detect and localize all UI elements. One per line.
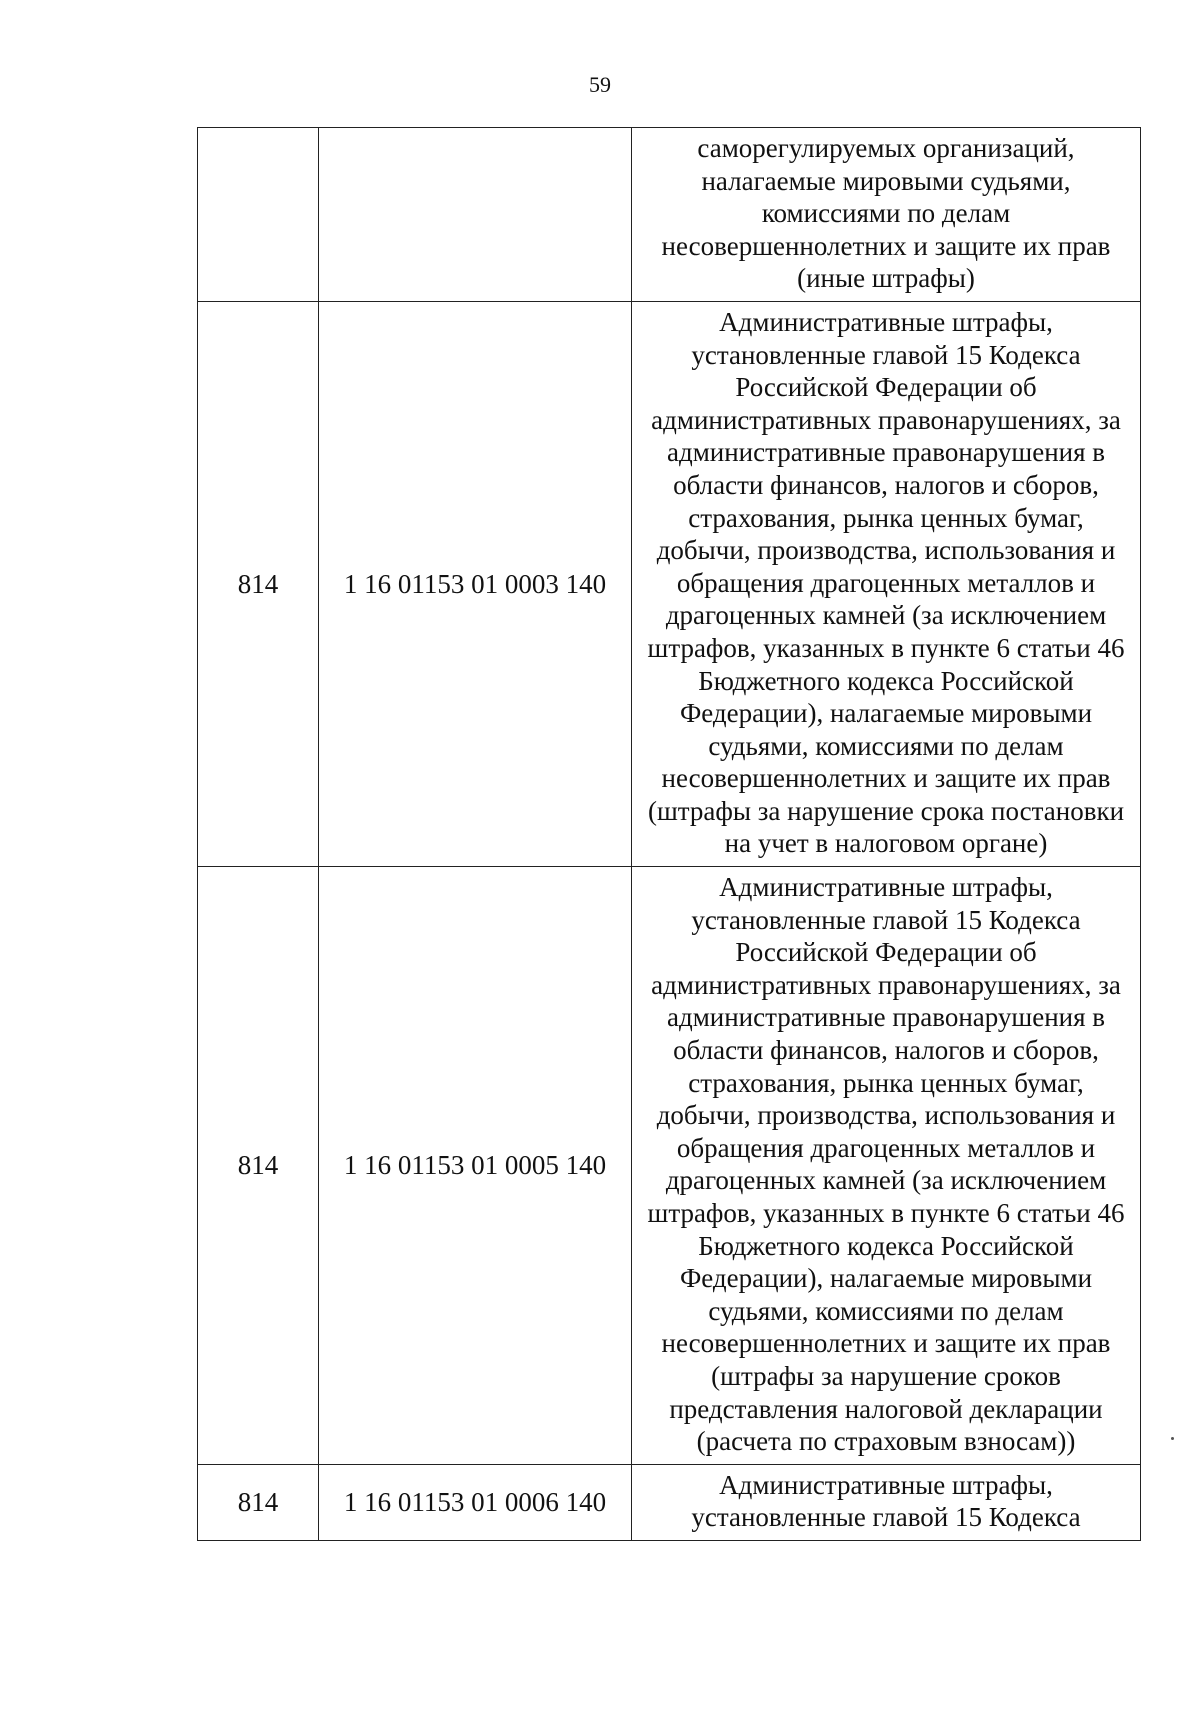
revenue-description-cell — [632, 867, 1141, 1465]
description-line: (штрафы за нарушение срока постановки — [647, 795, 1125, 826]
description-line: саморегулируемых организаций, — [697, 133, 1075, 163]
description-line: добычи, производства, использования и — [656, 1100, 1116, 1131]
table-body — [198, 128, 1141, 1541]
admin-code-cell: 814 — [198, 1464, 319, 1540]
admin-code-cell: 814 — [198, 867, 319, 1465]
table-row — [198, 1464, 1141, 1540]
description-line: административные правонарушения в — [666, 437, 1106, 468]
description-line: несовершеннолетних и защите их прав — [661, 763, 1111, 794]
revenue-description-cell — [632, 301, 1141, 866]
description-line: судьями, комиссиями по делам — [708, 730, 1064, 761]
description-line: страхования, рынка ценных бумаг, — [688, 502, 1084, 533]
description-line: установленные главой 15 Кодекса — [691, 904, 1081, 935]
description-line: административных правонарушениях, за — [651, 404, 1121, 435]
description-line: административных правонарушениях, за — [651, 969, 1121, 1000]
description-line: (расчета по страховым взносам)) — [696, 1426, 1076, 1457]
description-line: Административные штрафы, — [719, 306, 1053, 337]
description-line: на учет в налоговом органе) — [724, 828, 1048, 859]
budget-classification-code-cell: 1 16 01153 01 0003 140 — [319, 301, 632, 866]
table-row — [198, 867, 1141, 1465]
budget-codes-table — [197, 127, 1141, 1541]
description-line: несовершеннолетних и защите их прав — [661, 1328, 1111, 1359]
revenue-description-cell — [632, 1464, 1141, 1540]
description-line: административные правонарушения в — [666, 1002, 1106, 1033]
budget-classification-code-cell: 1 16 01153 01 0006 140 — [319, 1464, 632, 1540]
budget-classification-code-cell — [319, 128, 632, 302]
description-line: Административные штрафы, — [719, 872, 1053, 903]
description-line: обращения драгоценных металлов и — [676, 1132, 1096, 1163]
description-line: страхования, рынка ценных бумаг, — [688, 1067, 1084, 1098]
description-line: Бюджетного кодекса Российской — [698, 1230, 1074, 1261]
table-row — [198, 128, 1141, 302]
description-line: Российской Федерации об — [735, 372, 1037, 403]
description-line: представления налоговой декларации — [669, 1393, 1103, 1424]
description-line: несовершеннолетних и защите их прав — [661, 230, 1111, 261]
admin-code-cell: 814 — [198, 301, 319, 866]
budget-classification-code-cell: 1 16 01153 01 0005 140 — [319, 867, 632, 1465]
description-line: Федерации), налагаемые мировыми — [679, 1263, 1093, 1294]
description-line: штрафов, указанных в пункте 6 статьи 46 — [647, 632, 1125, 663]
description-line: (иные штрафы) — [797, 263, 975, 294]
description-line: области финансов, налогов и сборов, — [673, 1035, 1099, 1066]
stray-mark — [1171, 1437, 1174, 1440]
description-line: установленные главой 15 Кодекса — [691, 1502, 1081, 1533]
description-line: комиссиями по делам — [761, 198, 1011, 229]
revenue-description-cell — [632, 128, 1141, 302]
description-line: обращения драгоценных металлов и — [676, 567, 1096, 598]
description-line: налагаемые мировыми судьями, — [701, 165, 1071, 196]
description-line: Федерации), налагаемые мировыми — [679, 698, 1093, 729]
description-line: судьями, комиссиями по делам — [708, 1295, 1064, 1326]
description-line: добычи, производства, использования и — [656, 535, 1116, 566]
description-line: установленные главой 15 Кодекса — [691, 339, 1081, 370]
table-row — [198, 301, 1141, 866]
page-number: 59 — [589, 72, 611, 97]
description-line: драгоценных камней (за исключением — [665, 600, 1107, 631]
description-line: Административные штрафы, — [719, 1469, 1053, 1500]
description-line: (штрафы за нарушение сроков — [711, 1360, 1061, 1391]
description-line: области финансов, налогов и сборов, — [673, 469, 1099, 500]
description-line: Бюджетного кодекса Российской — [698, 665, 1074, 696]
description-line: драгоценных камней (за исключением — [665, 1165, 1107, 1196]
admin-code-cell — [198, 128, 319, 302]
description-line: Российской Федерации об — [735, 937, 1037, 968]
description-line: штрафов, указанных в пункте 6 статьи 46 — [647, 1198, 1125, 1228]
